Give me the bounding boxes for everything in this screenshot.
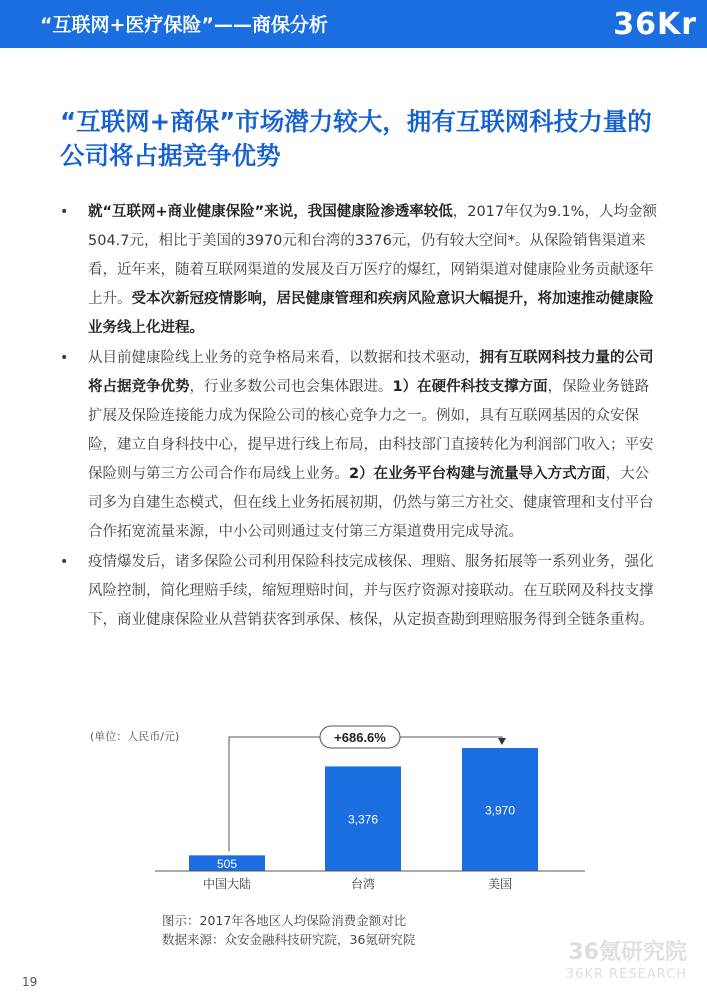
body-text: 从目前健康险线上业务的竞争格局来看，以数据和技术驱动， bbox=[88, 350, 480, 366]
growth-annotation-text: +686.6% bbox=[334, 730, 386, 745]
arrow-head-icon bbox=[498, 738, 506, 745]
page-number: 19 bbox=[22, 975, 38, 989]
chart-unit-label: (单位：人民币/元) bbox=[90, 730, 180, 743]
main-title: “互联网+商保”市场潜力较大，拥有互联网科技力量的公司将占据竞争优势 bbox=[60, 107, 652, 170]
caption-line-2: 数据来源：众安金融科技研究院，36氪研究院 bbox=[162, 932, 416, 947]
figure-caption bbox=[162, 911, 415, 949]
body-text: 疫情爆发后，诸多保险公司利用保险科技完成核保、理赔、服务拓展等一系列业务，强化风险控制，简化理赔手续，缩短理赔时间，并与医疗资源对接联动。在互联网及科技支撑下，商业健康保险业从营销获客到承保、核保，从定损查勘到理赔服务得到全链条重构。 bbox=[88, 554, 654, 628]
watermark-sub: 36KR RESEARCH bbox=[565, 967, 687, 982]
bullet-item bbox=[60, 198, 660, 343]
bullet-item bbox=[60, 548, 660, 635]
bold-text: 就“互联网+商业健康保险”来说，我国健康险渗透率较低 bbox=[88, 204, 453, 220]
bold-text: 拥有互联网科技力量的公司将占据竞争优势 bbox=[88, 350, 654, 395]
bullet-dot-icon: • bbox=[60, 204, 69, 220]
page-header bbox=[0, 0, 707, 48]
body-text: ，行业多数公司也会集体跟进。 bbox=[189, 379, 393, 395]
body-text: ，大公司多为自建生态模式，但在线上业务拓展初期，仍然与第三方社交、健康管理和支付平台合作拓宽流量来源，中小公司则通过支付第三方渠道费用完成导流。 bbox=[88, 466, 654, 540]
bullet-dot-icon: • bbox=[60, 554, 69, 570]
bold-text: 1）在硬件科技支撑方面 bbox=[392, 379, 548, 395]
body-text: ，保险业务链路扩展及保险连接能力成为保险公司的核心竞争力之一。例如，具有互联网基因的众安保险，建立自身科技中心，提早进行线上布局，由科技部门直接转化为利润部门收入；平安保险则与第三方公司合作布局线上业务。 bbox=[88, 379, 654, 482]
bold-text: 受本次新冠疫情影响，居民健康管理和疾病风险意识大幅提升，将加速推动健康险业务线上化进程。 bbox=[88, 291, 654, 336]
data-label: 505 bbox=[216, 857, 238, 871]
body-text: ，2017年仅为9.1%，人均金额504.7元，相比于美国的3970元和台湾的3376元，仍有较大空间*。从保险销售渠道来看，近年来，随着互联网渠道的发展及百万医疗的爆红，网销渠道对健康险业务贡献逐年上升。 bbox=[88, 204, 657, 307]
watermark-main: 36氪研究院 bbox=[568, 940, 687, 965]
bullet-item bbox=[60, 344, 660, 547]
watermark bbox=[566, 942, 687, 981]
category-label: 中国大陆 bbox=[202, 877, 252, 891]
bullet-list bbox=[60, 198, 660, 636]
caption-line-1: 图示：2017年各地区人均保险消费金额对比 bbox=[162, 913, 407, 928]
data-label: 3,376 bbox=[347, 812, 379, 827]
category-label: 台湾 bbox=[350, 877, 376, 891]
category-label: 美国 bbox=[487, 877, 513, 891]
bullet-dot-icon: • bbox=[60, 350, 69, 366]
brand-logo: 36Kr bbox=[613, 6, 697, 42]
bold-text: 2）在业务平台构建与流量导入方式方面 bbox=[349, 466, 606, 482]
bar-chart bbox=[155, 720, 585, 895]
header-title: “互联网+医疗保险”——商保分析 bbox=[40, 14, 328, 36]
data-label: 3,970 bbox=[484, 803, 516, 818]
